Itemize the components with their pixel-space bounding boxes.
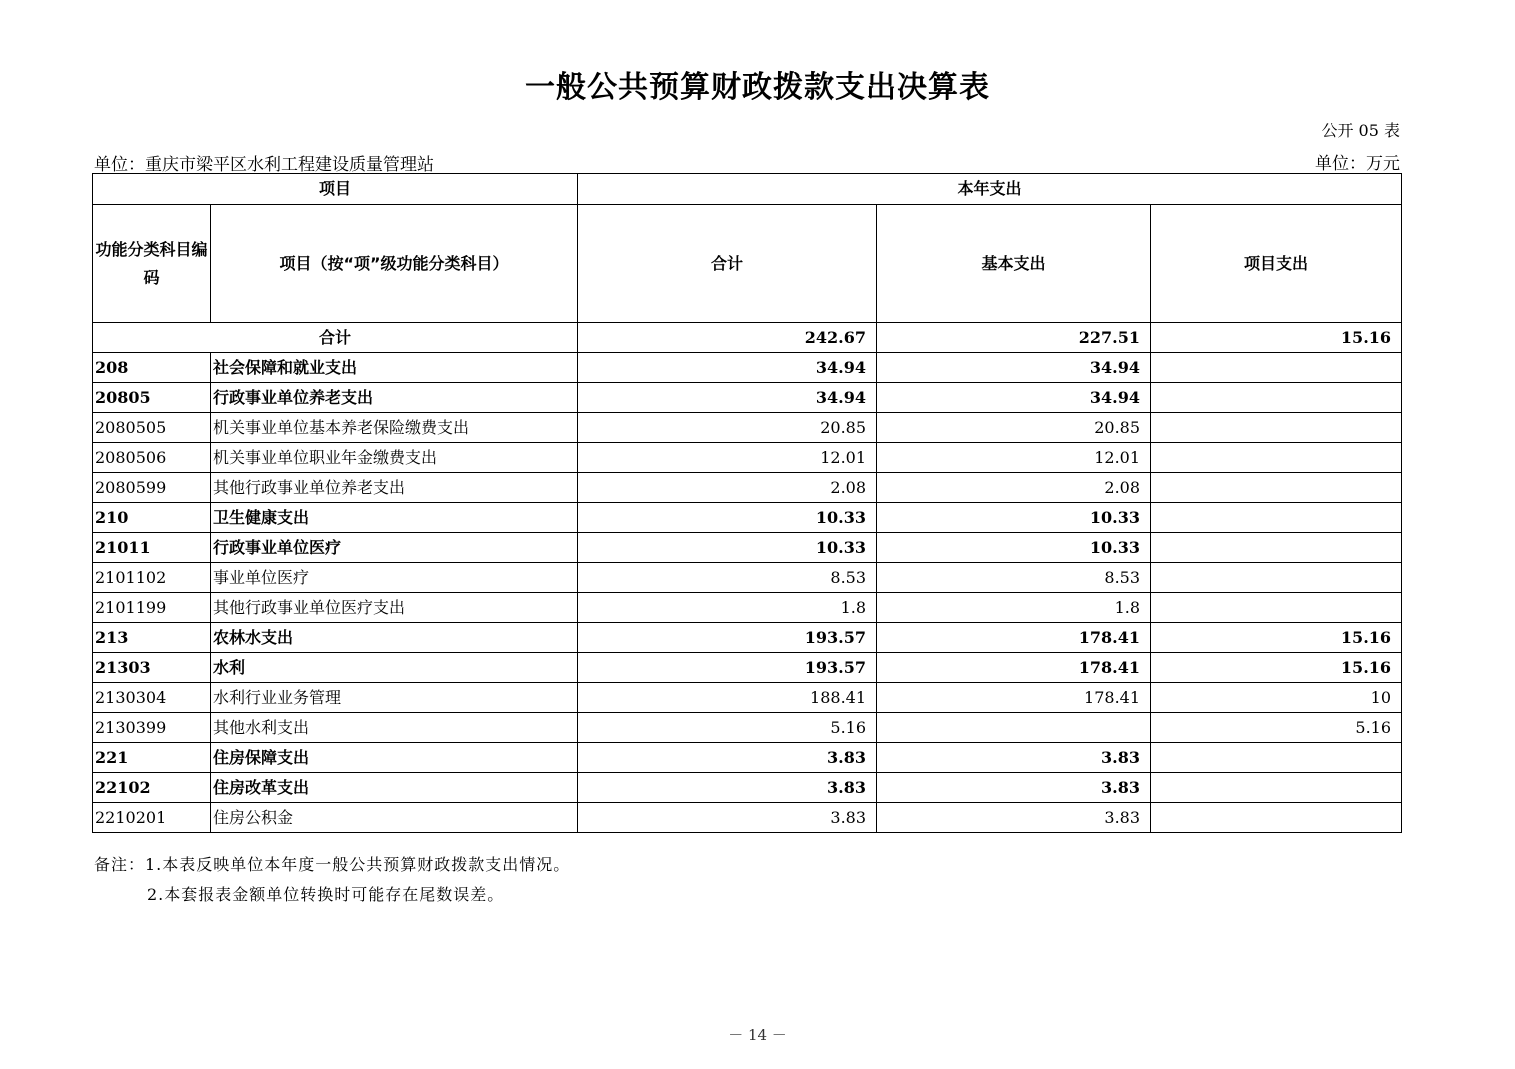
row-code: 2080505 xyxy=(93,413,211,443)
row-project: 15.16 xyxy=(1151,623,1402,653)
row-basic: 34.94 xyxy=(877,353,1151,383)
row-basic: 10.33 xyxy=(877,503,1151,533)
row-name: 住房保障支出 xyxy=(211,743,578,773)
page-title: 一般公共预算财政拨款支出决算表 xyxy=(525,70,990,105)
table-number: 公开 05 表 xyxy=(1321,121,1400,140)
header-project: 项目 xyxy=(93,174,578,205)
row-total: 8.53 xyxy=(578,563,877,593)
row-project xyxy=(1151,743,1402,773)
row-total: 12.01 xyxy=(578,443,877,473)
row-code: 2101102 xyxy=(93,563,211,593)
table-row xyxy=(93,623,1402,653)
row-total: 3.83 xyxy=(578,803,877,833)
row-project xyxy=(1151,773,1402,803)
row-basic: 178.41 xyxy=(877,653,1151,683)
row-code: 2080506 xyxy=(93,443,211,473)
table-row xyxy=(93,683,1402,713)
row-code: 208 xyxy=(93,353,211,383)
table-row xyxy=(93,353,1402,383)
row-basic: 3.83 xyxy=(877,743,1151,773)
row-basic: 2.08 xyxy=(877,473,1151,503)
row-total: 3.83 xyxy=(578,743,877,773)
row-total: 5.16 xyxy=(578,713,877,743)
row-name: 水利 xyxy=(211,653,578,683)
row-total: 3.83 xyxy=(578,773,877,803)
table-row xyxy=(93,473,1402,503)
total-project: 15.16 xyxy=(1151,323,1402,353)
row-project xyxy=(1151,353,1402,383)
row-basic: 178.41 xyxy=(877,623,1151,653)
row-basic: 178.41 xyxy=(877,683,1151,713)
row-project xyxy=(1151,533,1402,563)
row-project xyxy=(1151,473,1402,503)
row-name: 其他行政事业单位医疗支出 xyxy=(211,593,578,623)
page-number: － 14 － xyxy=(728,1026,787,1044)
table-row xyxy=(93,443,1402,473)
row-basic: 12.01 xyxy=(877,443,1151,473)
header-project-expense: 项目支出 xyxy=(1151,205,1402,323)
note-line-2: 2.本套报表金额单位转换时可能存在尾数误差。 xyxy=(147,885,505,904)
header-code: 功能分类科目编码 xyxy=(93,205,211,323)
row-basic: 3.83 xyxy=(877,773,1151,803)
row-name: 机关事业单位职业年金缴费支出 xyxy=(211,443,578,473)
row-name: 农林水支出 xyxy=(211,623,578,653)
row-project xyxy=(1151,503,1402,533)
row-total: 188.41 xyxy=(578,683,877,713)
table-row xyxy=(93,743,1402,773)
row-total: 1.8 xyxy=(578,593,877,623)
header-row-top xyxy=(93,174,1402,205)
row-total: 10.33 xyxy=(578,533,877,563)
total-basic: 227.51 xyxy=(877,323,1151,353)
total-row xyxy=(93,323,1402,353)
row-code: 2130399 xyxy=(93,713,211,743)
row-name: 机关事业单位基本养老保险缴费支出 xyxy=(211,413,578,443)
row-name: 行政事业单位医疗 xyxy=(211,533,578,563)
note-line-1: 备注：1.本表反映单位本年度一般公共预算财政拨款支出情况。 xyxy=(94,855,571,874)
row-project xyxy=(1151,443,1402,473)
row-project: 10 xyxy=(1151,683,1402,713)
unit-organization: 单位：重庆市梁平区水利工程建设质量管理站 xyxy=(94,155,434,175)
row-code: 22102 xyxy=(93,773,211,803)
row-total: 193.57 xyxy=(578,653,877,683)
row-name: 事业单位医疗 xyxy=(211,563,578,593)
row-name: 卫生健康支出 xyxy=(211,503,578,533)
table-row xyxy=(93,773,1402,803)
row-basic: 10.33 xyxy=(877,533,1151,563)
row-basic: 1.8 xyxy=(877,593,1151,623)
header-row-sub xyxy=(93,205,1402,323)
row-total: 20.85 xyxy=(578,413,877,443)
row-total: 10.33 xyxy=(578,503,877,533)
row-name: 其他行政事业单位养老支出 xyxy=(211,473,578,503)
table-row xyxy=(93,503,1402,533)
row-name: 行政事业单位养老支出 xyxy=(211,383,578,413)
row-total: 193.57 xyxy=(578,623,877,653)
row-basic: 8.53 xyxy=(877,563,1151,593)
row-code: 2080599 xyxy=(93,473,211,503)
row-name: 住房公积金 xyxy=(211,803,578,833)
row-project xyxy=(1151,803,1402,833)
table-row xyxy=(93,593,1402,623)
row-total: 34.94 xyxy=(578,353,877,383)
notes xyxy=(94,850,570,910)
budget-table xyxy=(92,173,1402,833)
header-current-year: 本年支出 xyxy=(578,174,1402,205)
table-row xyxy=(93,803,1402,833)
unit-currency: 单位：万元 xyxy=(1315,154,1400,174)
table-row xyxy=(93,533,1402,563)
row-project: 5.16 xyxy=(1151,713,1402,743)
row-code: 21011 xyxy=(93,533,211,563)
row-name: 社会保障和就业支出 xyxy=(211,353,578,383)
row-code: 213 xyxy=(93,623,211,653)
table-row xyxy=(93,563,1402,593)
row-project xyxy=(1151,563,1402,593)
table-row xyxy=(93,383,1402,413)
row-name: 住房改革支出 xyxy=(211,773,578,803)
row-project xyxy=(1151,593,1402,623)
table-row xyxy=(93,653,1402,683)
row-name: 其他水利支出 xyxy=(211,713,578,743)
row-code: 2130304 xyxy=(93,683,211,713)
row-code: 2101199 xyxy=(93,593,211,623)
total-amount: 242.67 xyxy=(578,323,877,353)
row-code: 210 xyxy=(93,503,211,533)
table-row xyxy=(93,413,1402,443)
header-name: 项目（按“项”级功能分类科目） xyxy=(211,205,578,323)
row-basic: 20.85 xyxy=(877,413,1151,443)
row-code: 21303 xyxy=(93,653,211,683)
row-basic: 34.94 xyxy=(877,383,1151,413)
table-row xyxy=(93,713,1402,743)
row-code: 20805 xyxy=(93,383,211,413)
header-basic: 基本支出 xyxy=(877,205,1151,323)
row-code: 2210201 xyxy=(93,803,211,833)
total-label: 合计 xyxy=(93,323,578,353)
row-total: 2.08 xyxy=(578,473,877,503)
row-basic xyxy=(877,713,1151,743)
row-project: 15.16 xyxy=(1151,653,1402,683)
header-total: 合计 xyxy=(578,205,877,323)
row-code: 221 xyxy=(93,743,211,773)
row-project xyxy=(1151,383,1402,413)
row-total: 34.94 xyxy=(578,383,877,413)
row-name: 水利行业业务管理 xyxy=(211,683,578,713)
row-basic: 3.83 xyxy=(877,803,1151,833)
row-project xyxy=(1151,413,1402,443)
